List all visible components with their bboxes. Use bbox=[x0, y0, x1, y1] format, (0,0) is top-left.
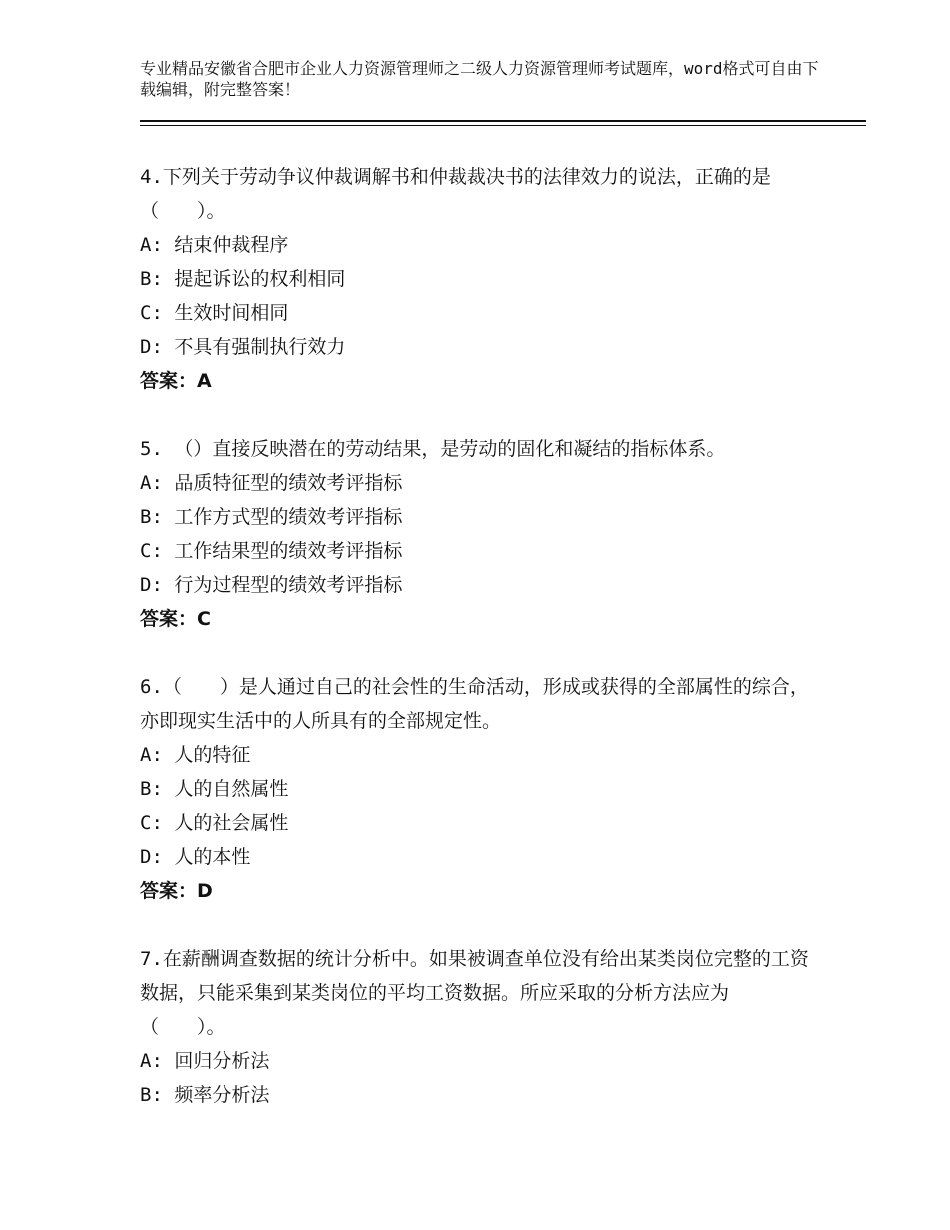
option-text: 生效时间相同 bbox=[174, 302, 289, 324]
option-key: B: bbox=[140, 506, 163, 528]
option-b bbox=[140, 772, 810, 806]
option-b bbox=[140, 1078, 810, 1112]
question-7 bbox=[140, 942, 810, 1112]
header-divider-thick bbox=[140, 120, 866, 122]
option-text: 回归分析法 bbox=[174, 1050, 270, 1072]
option-a bbox=[140, 228, 810, 262]
answer-line: 答案：A bbox=[140, 370, 212, 392]
question-6 bbox=[140, 670, 810, 908]
option-d bbox=[140, 330, 810, 364]
document-header: 专业精品安徽省合肥市企业人力资源管理师之二级人力资源管理师考试题库，word格式可自由下载编辑，附完整答案！ bbox=[140, 59, 819, 99]
option-b bbox=[140, 500, 810, 534]
option-c bbox=[140, 296, 810, 330]
option-d bbox=[140, 568, 810, 602]
option-text: 品质特征型的绩效考评指标 bbox=[174, 472, 403, 494]
option-a bbox=[140, 738, 810, 772]
question-stem: 5. （）直接反映潜在的劳动结果，是劳动的固化和凝结的指标体系。 bbox=[140, 438, 726, 460]
option-key: C: bbox=[140, 302, 163, 324]
option-text: 人的自然属性 bbox=[174, 778, 289, 800]
option-c bbox=[140, 806, 810, 840]
option-key: B: bbox=[140, 1084, 163, 1106]
option-d bbox=[140, 840, 810, 874]
option-key: B: bbox=[140, 778, 163, 800]
answer-line: 答案：D bbox=[140, 880, 213, 902]
question-4 bbox=[140, 160, 810, 398]
question-stem: 6.（ ）是人通过自己的社会性的生命活动，形成或获得的全部属性的综合，亦即现实生活中的人所具有的全部规定性。 bbox=[140, 676, 809, 732]
option-key: C: bbox=[140, 812, 163, 834]
question-stem: 7.在薪酬调查数据的统计分析中。如果被调查单位没有给出某类岗位完整的工资数据，只能采集到某类岗位的平均工资数据。所应采取的分析方法应为（ ）。 bbox=[140, 948, 809, 1038]
option-key: D: bbox=[140, 336, 163, 358]
option-text: 频率分析法 bbox=[174, 1084, 270, 1106]
option-b bbox=[140, 262, 810, 296]
question-stem: 4.下列关于劳动争议仲裁调解书和仲裁裁决书的法律效力的说法，正确的是（ ）。 bbox=[140, 166, 771, 222]
answer-line: 答案：C bbox=[140, 608, 211, 630]
option-a bbox=[140, 1044, 810, 1078]
option-key: A: bbox=[140, 1050, 163, 1072]
option-text: 不具有强制执行效力 bbox=[174, 336, 346, 358]
option-key: C: bbox=[140, 540, 163, 562]
question-5 bbox=[140, 432, 810, 636]
option-text: 行为过程型的绩效考评指标 bbox=[174, 574, 403, 596]
option-text: 人的特征 bbox=[174, 744, 251, 766]
option-text: 结束仲裁程序 bbox=[174, 234, 289, 256]
question-list bbox=[140, 160, 810, 1146]
option-text: 提起诉讼的权利相同 bbox=[174, 268, 346, 290]
option-text: 人的社会属性 bbox=[174, 812, 289, 834]
option-key: D: bbox=[140, 846, 163, 868]
option-text: 工作方式型的绩效考评指标 bbox=[174, 506, 403, 528]
option-text: 人的本性 bbox=[174, 846, 251, 868]
option-key: B: bbox=[140, 268, 163, 290]
option-key: A: bbox=[140, 472, 163, 494]
option-a bbox=[140, 466, 810, 500]
option-key: D: bbox=[140, 574, 163, 596]
option-key: A: bbox=[140, 234, 163, 256]
header-divider-thin bbox=[140, 125, 866, 126]
option-key: A: bbox=[140, 744, 163, 766]
option-c bbox=[140, 534, 810, 568]
option-text: 工作结果型的绩效考评指标 bbox=[174, 540, 403, 562]
